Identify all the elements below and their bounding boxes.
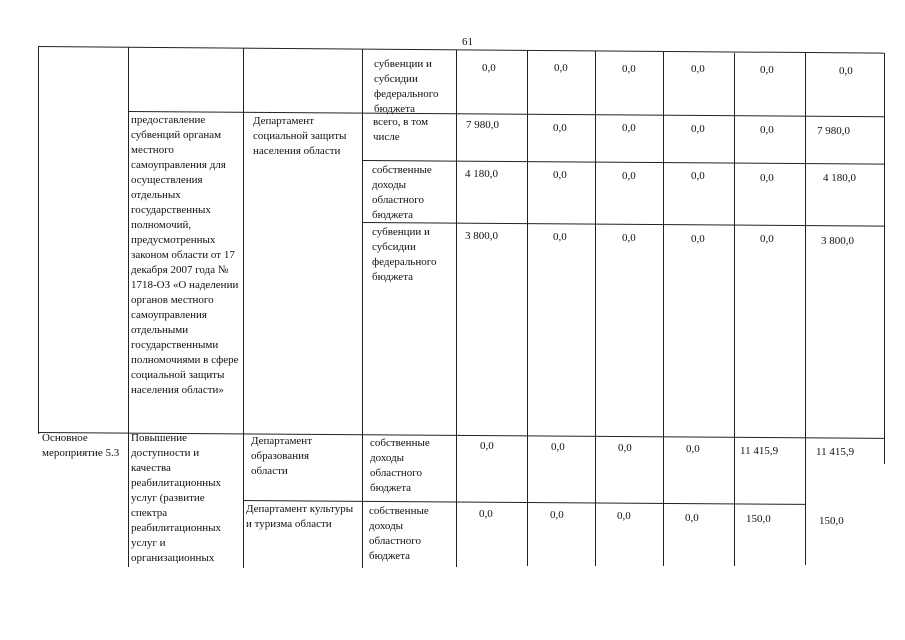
value-cell: 0,0	[622, 122, 636, 134]
grid-line	[456, 50, 457, 567]
value-cell: 0,0	[760, 172, 774, 184]
grid-line	[663, 52, 664, 566]
grid-line	[38, 46, 39, 434]
value-cell: 0,0	[622, 170, 636, 182]
department-cell: Департамент культуры и туризма области	[246, 503, 354, 530]
funding-source-cell: всего, в том числе	[373, 116, 429, 143]
value-cell: 11 415,9	[816, 446, 855, 458]
value-cell: 0,0	[622, 232, 636, 244]
value-cell: 0,0	[686, 443, 700, 455]
value-cell: 4 180,0	[823, 172, 856, 184]
value-cell: 0,0	[553, 169, 567, 181]
value-cell: 0,0	[691, 123, 705, 135]
measure-cell: Основное мероприятие 5.3	[42, 432, 120, 459]
value-cell: 0,0	[550, 509, 564, 521]
value-cell: 0,0	[551, 441, 565, 453]
funding-source-cell: собственные доходы областного бюджета	[370, 437, 430, 494]
value-cell: 3 800,0	[465, 230, 498, 242]
funding-source-cell: собственные доходы областного бюджета	[369, 505, 429, 562]
value-cell: 0,0	[553, 122, 567, 134]
value-cell: 150,0	[746, 513, 771, 525]
value-cell: 0,0	[618, 442, 632, 454]
grid-line	[243, 48, 244, 568]
value-cell: 150,0	[819, 515, 844, 527]
value-cell: 0,0	[760, 64, 774, 76]
value-cell: 0,0	[554, 62, 568, 74]
direction-cell: Повышение доступности и качества реабилитационных услуг (развитие спектра реабилитационных услуг и организационных	[131, 432, 222, 564]
grid-line	[884, 53, 885, 464]
value-cell: 0,0	[479, 508, 493, 520]
value-cell: 0,0	[480, 440, 494, 452]
funding-source-cell: собственные доходы областного бюджета	[372, 164, 432, 221]
value-cell: 0,0	[691, 233, 705, 245]
value-cell: 0,0	[760, 124, 774, 136]
value-cell: 3 800,0	[821, 235, 854, 247]
grid-line	[128, 111, 884, 117]
value-cell: 0,0	[691, 63, 705, 75]
department-cell: Департамент образования области	[251, 435, 313, 477]
funding-source-cell: субвенции и субсидии федерального бюджета	[372, 226, 437, 283]
value-cell: 7 980,0	[817, 125, 850, 137]
grid-line	[734, 53, 735, 566]
direction-cell: предоставление субвенций органам местного самоуправления для осуществления отдельных государственных полномочий, предусмотренных законом области от 17 декабря 2007 года № 1718-ОЗ «О наделении органов местного самоуправления отдельными государственными полномочиями в сфере социальной защиты населения области»	[131, 114, 239, 396]
value-cell: 0,0	[691, 170, 705, 182]
value-cell: 0,0	[685, 512, 699, 524]
value-cell: 0,0	[617, 510, 631, 522]
funding-source-cell: субвенции и субсидии федерального бюджета	[374, 58, 439, 115]
value-cell: 11 415,9	[740, 445, 779, 457]
grid-line	[362, 49, 363, 568]
grid-line	[38, 46, 884, 54]
grid-line	[128, 47, 129, 567]
value-cell: 0,0	[760, 233, 774, 245]
page-number: 61	[462, 36, 473, 48]
department-cell: Департамент социальной защиты населения области	[253, 115, 347, 157]
grid-line	[527, 50, 528, 566]
value-cell: 7 980,0	[466, 119, 499, 131]
value-cell: 0,0	[482, 62, 496, 74]
value-cell: 0,0	[553, 231, 567, 243]
value-cell: 0,0	[622, 63, 636, 75]
grid-line	[805, 53, 806, 565]
value-cell: 4 180,0	[465, 168, 498, 180]
grid-line	[595, 51, 596, 566]
value-cell: 0,0	[839, 65, 853, 77]
